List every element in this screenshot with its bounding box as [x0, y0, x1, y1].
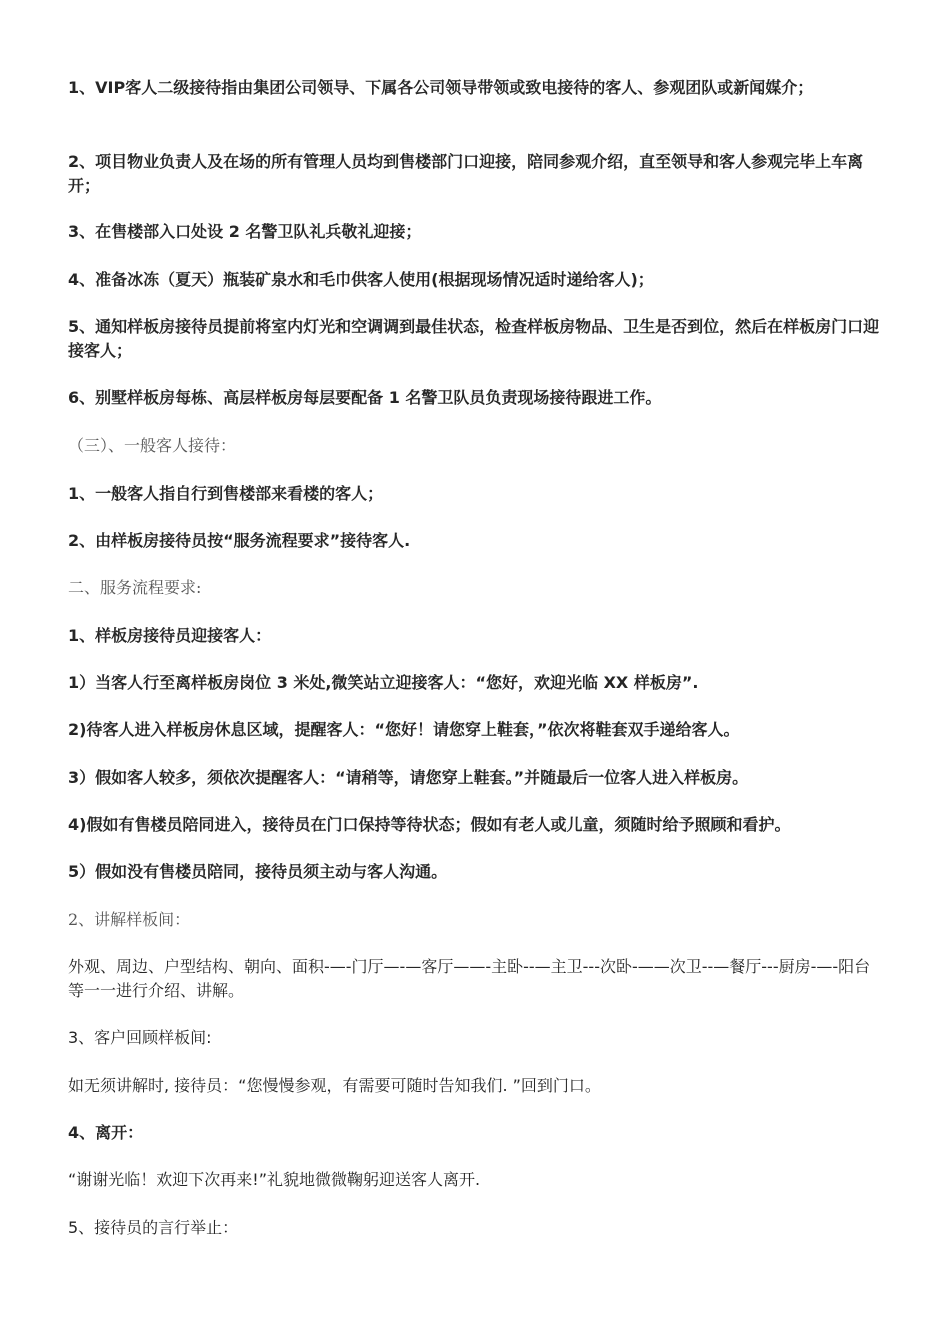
section-heading-service-flow: 二、服务流程要求: — [68, 578, 202, 597]
section-heading-general-guests: （三）、一般客人接待： — [68, 436, 237, 455]
paragraph-general-guest-reception: 2、由样板房接待员按“服务流程要求”接待客人. — [68, 531, 411, 550]
step-4-accompanied: 4)假如有售楼员陪同进入，接待员在门口保持等待状态；假如有老人或儿童，须随时给予照顾和看护。 — [68, 815, 791, 834]
paragraph-water-towel: 4、准备冰冻（夏天）瓶装矿泉水和毛巾供客人使用(根据现场情况适时递给客人)； — [68, 270, 654, 289]
paragraph-general-guest-definition: 1、一般客人指自行到售楼部来看楼的客人； — [68, 484, 384, 503]
paragraph-no-explanation: 如无须讲解时, 接待员：“您慢慢参观，有需要可随时告知我们. ”回到门口。 — [68, 1076, 601, 1095]
paragraph-model-room-prep: 5、通知样板房接待员提前将室内灯光和空调调到最佳状态，检查样板房物品、卫生是否到位，然后在样板房门口迎接客人； — [68, 317, 880, 360]
step-2-shoe-covers: 2)待客人进入样板房休息区域，提醒客人：“您好！请您穿上鞋套，”依次将鞋套双手递给客人。 — [68, 720, 740, 739]
step-3-many-guests: 3）假如客人较多，须依次提醒客人：“请稍等，请您穿上鞋套。”并随最后一位客人进入样板房。 — [68, 768, 749, 787]
subheading-conduct: 5、接待员的言行举止： — [68, 1218, 239, 1237]
paragraph-guard-assignment: 6、别墅样板房每栋、高层样板房每层要配备 1 名警卫队员负责现场接待跟进工作。 — [68, 388, 662, 407]
step-1-welcome: 1）当客人行至离样板房岗位 3 米处,微笑站立迎接客人：“您好，欢迎光临 XX 样板房”. — [68, 673, 699, 692]
step-5-unaccompanied: 5）假如没有售楼员陪同，接待员须主动与客人沟通。 — [68, 862, 448, 881]
subheading-explain-model-room: 2、讲解样板间： — [68, 910, 191, 929]
paragraph-management-greeting: 2、项目物业负责人及在场的所有管理人员均到售楼部门口迎接，陪同参观介绍，直至领导和客人参观完毕上车离开； — [68, 152, 864, 195]
subheading-greeting: 1、样板房接待员迎接客人： — [68, 626, 272, 645]
subheading-leaving: 4、离开： — [68, 1123, 144, 1142]
paragraph-guard-salute: 3、在售楼部入口处设 2 名警卫队礼兵敬礼迎接； — [68, 222, 422, 241]
subheading-review-model-room: 3、客户回顾样板间: — [68, 1028, 212, 1047]
paragraph-room-tour-order: 外观、周边、户型结构、朝向、面积-—-门厅—-—客厅——-主卧--—主卫---次卧-——次卫--—餐厅---厨房-—-阳台等一一进行介绍、讲解。 — [68, 957, 871, 1000]
paragraph-vip-definition: 1、VIP客人二级接待指由集团公司领导、下属各公司领导带领或致电接待的客人、参观团队或新闻媒介； — [68, 78, 814, 97]
paragraph-farewell: “谢谢光临！欢迎下次再来!”礼貌地微微鞠躬迎送客人离开. — [68, 1170, 481, 1189]
